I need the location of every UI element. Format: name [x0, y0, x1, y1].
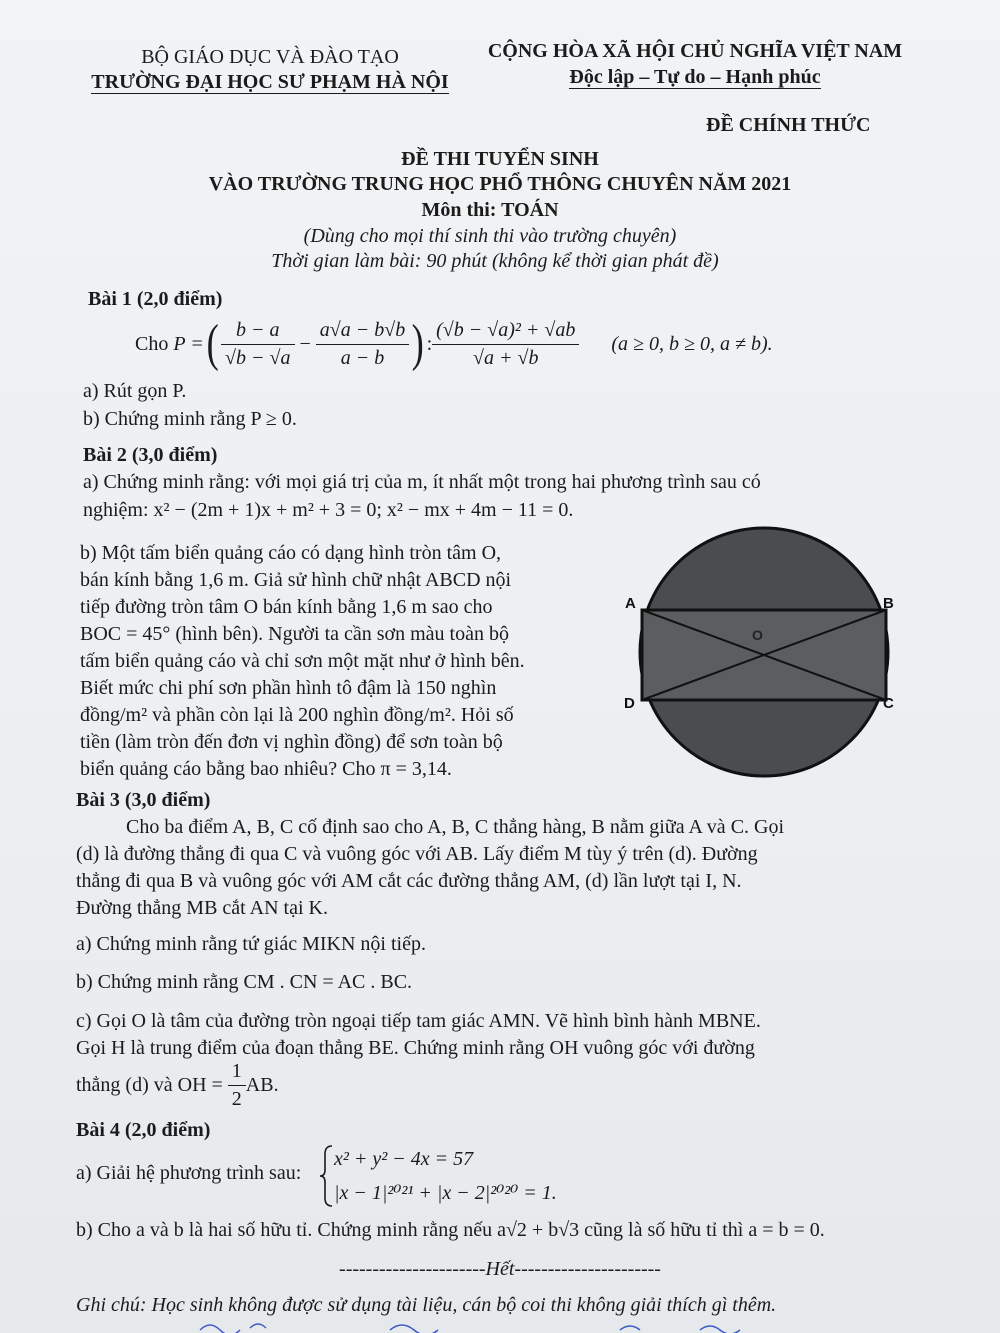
bai2-part-a-line1: a) Chứng minh rằng: với mọi giá trị của m, ít nhất một trong hai phương trình sau có: [83, 471, 761, 493]
label-b: B: [883, 595, 894, 612]
bai2-b-line: bán kính bằng 1,6 m. Giả sử hình chữ nhật ABCD nội: [80, 569, 512, 591]
ministry-name: BỘ GIÁO DỤC VÀ ĐÀO TẠO: [141, 46, 399, 68]
bai2-b-line: BOC = 45° (hình bên). Người ta cần sơn màu toàn bộ: [80, 623, 509, 645]
bai3-part-c-line2: Gọi H là trung điểm của đoạn thẳng BE. Chứng minh rằng OH vuông góc với đường: [76, 1037, 755, 1059]
bai4-part-a-label: a) Giải hệ phương trình sau:: [76, 1162, 302, 1184]
bai1-part-a: a) Rút gọn P.: [83, 380, 187, 402]
footer-note: Ghi chú: Học sinh không được sử dụng tài liệu, cán bộ coi thi không giải thích gì thêm.: [76, 1294, 777, 1316]
label-d: D: [624, 695, 635, 712]
bai1-part-b: b) Chứng minh rằng P ≥ 0.: [83, 408, 297, 430]
bai2-b-line: Biết mức chi phí sơn phần hình tô đậm là 150 nghìn: [80, 677, 497, 699]
billboard-figure: [615, 525, 915, 785]
bai2-part-b: [80, 540, 600, 783]
republic-name: CỘNG HÒA XÃ HỘI CHỦ NGHĨA VIỆT NAM: [487, 40, 903, 62]
handwritten-scribble: [60, 1318, 960, 1333]
note-time: Thời gian làm bài: 90 phút (không kể thời gian phát đề): [271, 250, 719, 272]
bai3-part-a: a) Chứng minh rằng tứ giác MIKN nội tiếp.: [76, 933, 426, 955]
bai2-b-line: biển quảng cáo bằng bao nhiêu? Cho π = 3,14.: [80, 758, 452, 780]
bai2-b-line: tiếp đường tròn tâm O bán kính bằng 1,6 m sao cho: [80, 596, 493, 618]
bai3-part-b: b) Chứng minh rằng CM . CN = AC . BC.: [76, 971, 413, 993]
label-c: C: [883, 695, 894, 712]
bai2-part-a-line2: nghiệm: x² − (2m + 1)x + m² + 3 = 0; x² − mx + 4m − 11 = 0.: [83, 499, 574, 521]
exam-title: ĐỀ THI TUYỂN SINH: [401, 148, 599, 170]
university-name: TRƯỜNG ĐẠI HỌC SƯ PHẠM HÀ NỘI: [91, 71, 449, 93]
bai2-heading: Bài 2 (3,0 điểm): [83, 444, 218, 466]
bai3-heading: Bài 3 (3,0 điểm): [76, 789, 211, 811]
system-brace: [318, 1144, 334, 1208]
bai2-b-line: đồng/m² và phần còn lại là 200 nghìn đồng/m². Hỏi số: [80, 704, 514, 726]
label-o: O: [752, 627, 763, 643]
bai3-part-c-line3: thẳng (d) và OH = $\frac{1}{2}$ AB.: [76, 1059, 279, 1110]
official-label: ĐỀ CHÍNH THỨC: [706, 114, 871, 136]
bai4-part-b: b) Cho a và b là hai số hữu tỉ. Chứng minh rằng nếu a√2 + b√3 cũng là số hữu tỉ thì a = b = 0.: [76, 1219, 825, 1241]
bai2-b-line: b) Một tấm biển quảng cáo có dạng hình tròn tâm O,: [80, 542, 502, 564]
bai4-heading: Bài 4 (2,0 điểm): [76, 1119, 211, 1141]
national-motto: Độc lập – Tự do – Hạnh phúc: [569, 66, 821, 88]
bai4-eq1: x² + y² − 4x = 57: [334, 1148, 474, 1170]
bai4-eq2: |x − 1|²⁰²¹ + |x − 2|²⁰²⁰ = 1.: [334, 1182, 557, 1204]
bai2-b-line: tiền (làm tròn đến đơn vị nghìn đồng) để sơn toàn bộ: [80, 731, 503, 753]
bai2-b-line: tấm biển quảng cáo và chỉ sơn một mặt như ở hình bên.: [80, 650, 525, 672]
subject: Môn thi: TOÁN: [421, 199, 559, 221]
bai1-heading: Bài 1 (2,0 điểm): [88, 288, 223, 310]
label-a: A: [625, 595, 636, 612]
bai1-formula: Cho P = ( $\frac{b - a}{√b - √a}$ − $\frac{a√a - b√b}{a - b}$ ) : $\frac{\text{(√b − √a)² + √ab}}{√a + √b}$ (a ≥ 0, b ≥ 0, a ≠ b).: [135, 315, 773, 372]
note-audience: (Dùng cho mọi thí sinh thi vào trường chuyên): [303, 225, 677, 247]
exam-subtitle: VÀO TRƯỜNG TRUNG HỌC PHỔ THÔNG CHUYÊN NĂM 2021: [208, 173, 792, 195]
end-marker: ----------------------Hết----------------------: [339, 1258, 661, 1280]
bai3-part-c-line1: c) Gọi O là tâm của đường tròn ngoại tiếp tam giác AMN. Vẽ hình bình hành MBNE.: [76, 1010, 761, 1032]
bai3-intro: Cho ba điểm A, B, C cố định sao cho A, B, C thẳng hàng, B nằm giữa A và C. Gọi (d) là đường thẳng đi qua C và vuông góc với AB. Lấy điểm M tùy ý trên (d). Đường thẳng đi qua B và vuông góc với AM cắt các đường thẳng AM, (d) lần lượt tại I, N. Đường thẳng MB cắt AN tại K.: [76, 816, 785, 919]
